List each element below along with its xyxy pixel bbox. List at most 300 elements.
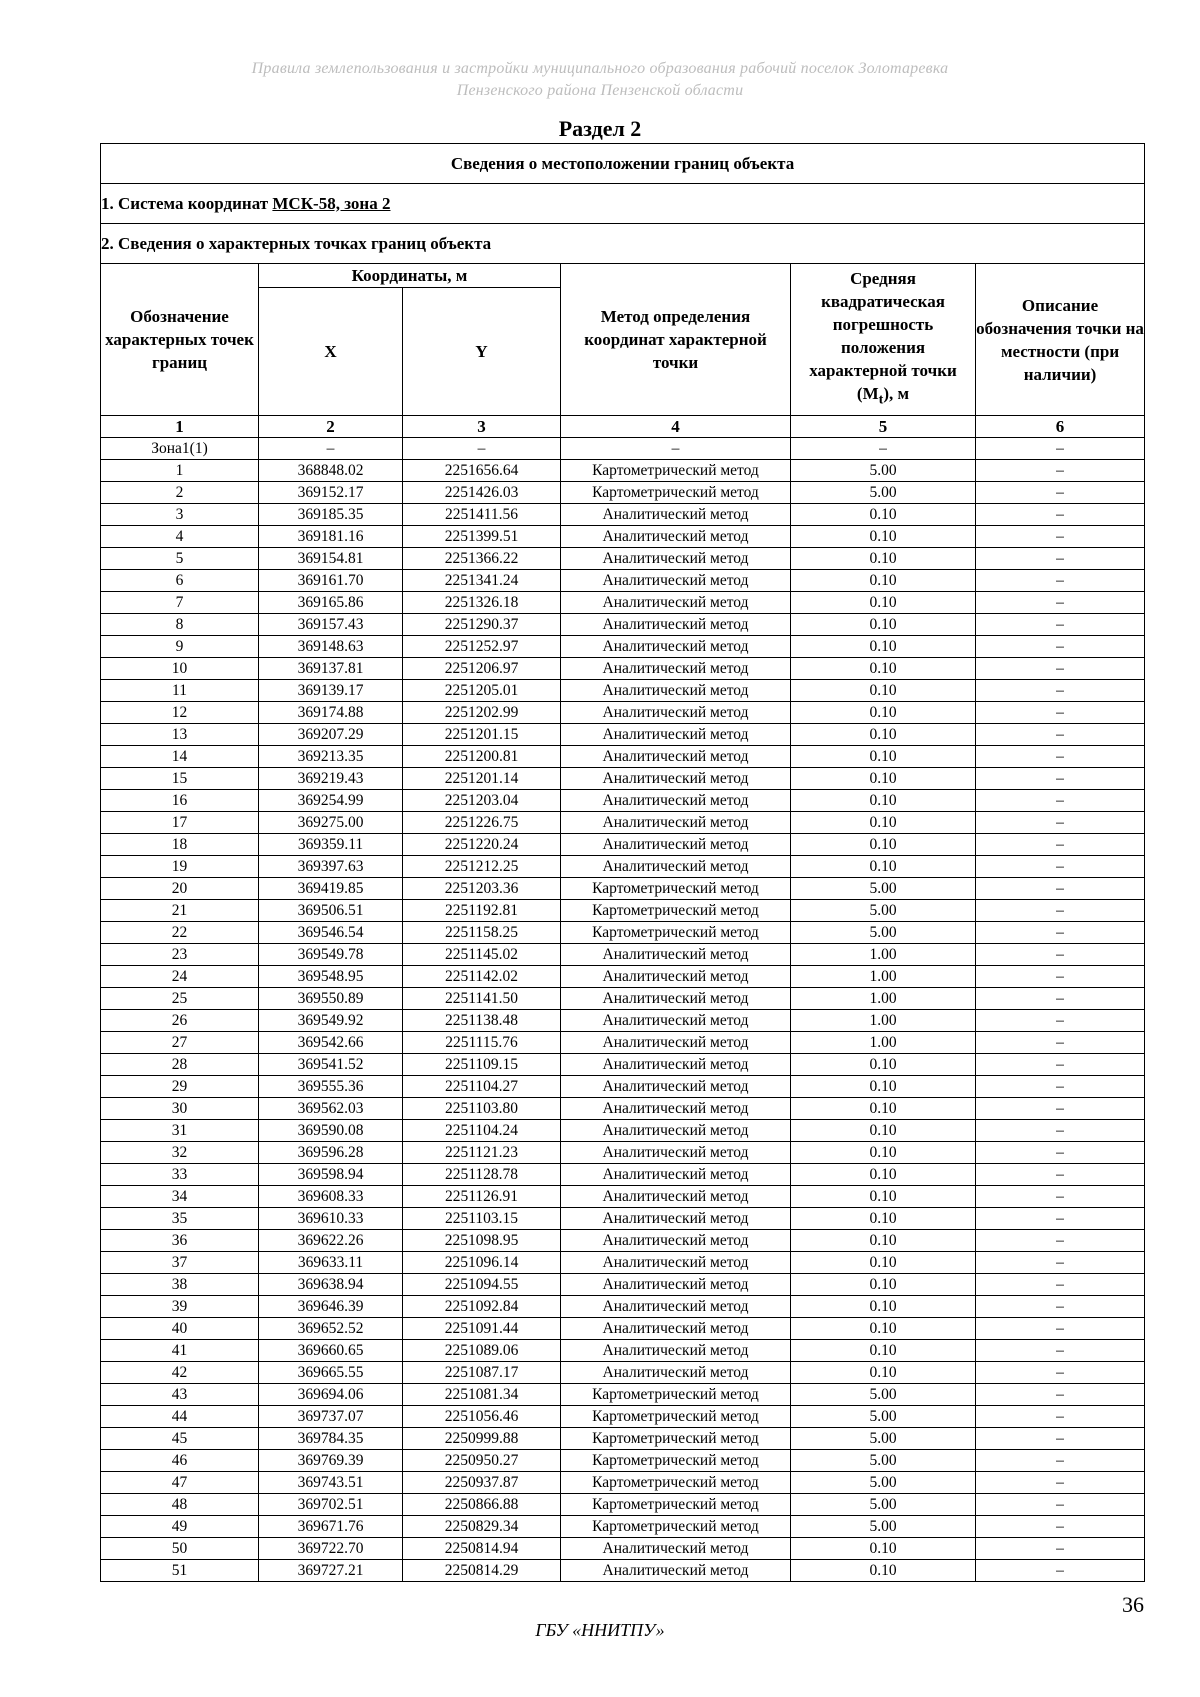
cell-mean-error: 0.10 (791, 1560, 976, 1582)
cell-point-id: 34 (101, 1186, 259, 1208)
cell-coord-y: 2251142.02 (403, 966, 561, 988)
cell-coord-x: 369769.39 (259, 1450, 403, 1472)
table-row (101, 1252, 1145, 1274)
table-row (101, 1076, 1145, 1098)
table-row (101, 988, 1145, 1010)
cell-method: Картометрический метод (561, 1516, 791, 1538)
cell-coord-x: 369633.11 (259, 1252, 403, 1274)
cell-coord-y: 2251094.55 (403, 1274, 561, 1296)
cell-coord-y: 2251203.36 (403, 878, 561, 900)
cell-mean-error: 5.00 (791, 482, 976, 504)
cell-mean-error: 0.10 (791, 1142, 976, 1164)
cell-mean-error: 0.10 (791, 790, 976, 812)
cell-method: Аналитический метод (561, 592, 791, 614)
cell-point-id: 39 (101, 1296, 259, 1318)
header-mean-error-text: Средняя квадратическая погрешность положения характерной точки (M (809, 269, 957, 404)
cell-mean-error: 0.10 (791, 526, 976, 548)
table-row (101, 1340, 1145, 1362)
cell-point-id: 47 (101, 1472, 259, 1494)
table-row (101, 856, 1145, 878)
cell-method: Аналитический метод (561, 614, 791, 636)
cell-coord-x: 369722.70 (259, 1538, 403, 1560)
cell-coord-x: 369590.08 (259, 1120, 403, 1142)
cell-coord-y: 2251326.18 (403, 592, 561, 614)
cell-coord-x: 369157.43 (259, 614, 403, 636)
cell-description: – (976, 460, 1145, 482)
cell-point-id: Зона1(1) (101, 438, 259, 460)
cell-method: Аналитический метод (561, 1274, 791, 1296)
cell-description: – (976, 1560, 1145, 1582)
table-row (101, 1406, 1145, 1428)
cell-point-id: 14 (101, 746, 259, 768)
cell-method: Аналитический метод (561, 1142, 791, 1164)
cell-mean-error: 0.10 (791, 1318, 976, 1340)
table-row (101, 966, 1145, 988)
cell-mean-error: 0.10 (791, 856, 976, 878)
cell-coord-y: 2250829.34 (403, 1516, 561, 1538)
table-row (101, 680, 1145, 702)
cell-method: Аналитический метод (561, 1010, 791, 1032)
boundary-points-table (100, 143, 1145, 1582)
cell-description: – (976, 966, 1145, 988)
table-row (101, 1098, 1145, 1120)
points-section-title: 2. Сведения о характерных точках границ объекта (101, 224, 1145, 264)
cell-coord-y: 2250866.88 (403, 1494, 561, 1516)
cell-point-id: 13 (101, 724, 259, 746)
cell-mean-error: 0.10 (791, 1076, 976, 1098)
table-row (101, 1362, 1145, 1384)
cell-coord-y: 2251252.97 (403, 636, 561, 658)
cell-coord-x: 369542.66 (259, 1032, 403, 1054)
cell-method: Аналитический метод (561, 1230, 791, 1252)
table-row (101, 1010, 1145, 1032)
cell-coord-y: 2251203.04 (403, 790, 561, 812)
table-row (101, 438, 1145, 460)
cell-mean-error: 5.00 (791, 1516, 976, 1538)
cell-coord-x: 369694.06 (259, 1384, 403, 1406)
header-mean-error-subscript: t (878, 391, 884, 408)
cell-mean-error: 0.10 (791, 614, 976, 636)
cell-mean-error: 0.10 (791, 570, 976, 592)
table-row (101, 900, 1145, 922)
cell-mean-error: 5.00 (791, 900, 976, 922)
cell-coord-x: 369419.85 (259, 878, 403, 900)
header-line-1: Правила землепользования и застройки муниципального образования рабочий поселок Золотаревка (251, 60, 949, 77)
cell-coord-y: 2251200.81 (403, 746, 561, 768)
cell-method: Аналитический метод (561, 1098, 791, 1120)
cell-mean-error: 1.00 (791, 966, 976, 988)
cell-method: Аналитический метод (561, 856, 791, 878)
cell-description: – (976, 1406, 1145, 1428)
cell-point-id: 9 (101, 636, 259, 658)
cell-mean-error: 0.10 (791, 812, 976, 834)
cell-method: Картометрический метод (561, 1384, 791, 1406)
cell-coord-y: 2251141.50 (403, 988, 561, 1010)
table-row (101, 614, 1145, 636)
cell-coord-x: 369154.81 (259, 548, 403, 570)
cell-coord-x: 369555.36 (259, 1076, 403, 1098)
table-row (101, 1054, 1145, 1076)
cell-description: – (976, 1450, 1145, 1472)
cell-point-id: 49 (101, 1516, 259, 1538)
cell-point-id: 45 (101, 1428, 259, 1450)
header-description: Описание обозначения точки на местности (при наличии) (976, 264, 1145, 416)
cell-description: – (976, 702, 1145, 724)
cell-coord-y: 2251128.78 (403, 1164, 561, 1186)
table-row (101, 504, 1145, 526)
cell-coord-x: 369181.16 (259, 526, 403, 548)
cell-coord-x: 369784.35 (259, 1428, 403, 1450)
cell-mean-error: 0.10 (791, 1164, 976, 1186)
cell-mean-error: 0.10 (791, 504, 976, 526)
cell-method: Аналитический метод (561, 1186, 791, 1208)
cell-coord-y: 2251091.44 (403, 1318, 561, 1340)
cell-coord-y: 2251205.01 (403, 680, 561, 702)
cell-mean-error: 1.00 (791, 1010, 976, 1032)
cell-description: – (976, 1252, 1145, 1274)
cell-point-id: 2 (101, 482, 259, 504)
cell-point-id: 21 (101, 900, 259, 922)
table-row (101, 1494, 1145, 1516)
cell-coord-x: 369737.07 (259, 1406, 403, 1428)
cell-coord-y: 2251202.99 (403, 702, 561, 724)
header-method: Метод определения координат характерной точки (561, 264, 791, 416)
cell-coord-y: 2251411.56 (403, 504, 561, 526)
table-row (101, 1274, 1145, 1296)
cell-mean-error: 5.00 (791, 922, 976, 944)
cell-point-id: 4 (101, 526, 259, 548)
cell-mean-error: 0.10 (791, 1538, 976, 1560)
document-footer: ГБУ «ННИТПУ» (535, 1620, 665, 1640)
cell-description: – (976, 1494, 1145, 1516)
cell-coord-x: 369213.35 (259, 746, 403, 768)
cell-mean-error: 0.10 (791, 636, 976, 658)
cell-coord-y: 2251109.15 (403, 1054, 561, 1076)
cell-description: – (976, 1340, 1145, 1362)
cell-coord-x: 369139.17 (259, 680, 403, 702)
cell-mean-error: 0.10 (791, 746, 976, 768)
cell-coord-x: 369359.11 (259, 834, 403, 856)
cell-description: – (976, 1318, 1145, 1340)
cell-method: Картометрический метод (561, 1472, 791, 1494)
cell-coord-y: 2251206.97 (403, 658, 561, 680)
cell-coord-x: 369546.54 (259, 922, 403, 944)
header-coordinates: Координаты, м (259, 264, 561, 288)
cell-point-id: 20 (101, 878, 259, 900)
cell-method: Аналитический метод (561, 768, 791, 790)
cell-coord-y: 2251201.15 (403, 724, 561, 746)
cell-coord-x: 369743.51 (259, 1472, 403, 1494)
cell-coord-x: 369161.70 (259, 570, 403, 592)
table-row (101, 570, 1145, 592)
cell-coord-y: 2251096.14 (403, 1252, 561, 1274)
cell-method: Аналитический метод (561, 1318, 791, 1340)
cell-mean-error: 0.10 (791, 1274, 976, 1296)
cell-point-id: 33 (101, 1164, 259, 1186)
cell-mean-error: 0.10 (791, 1362, 976, 1384)
cell-point-id: 18 (101, 834, 259, 856)
cell-description: – (976, 1538, 1145, 1560)
cell-coord-x: 369562.03 (259, 1098, 403, 1120)
cell-mean-error: 0.10 (791, 680, 976, 702)
cell-coord-y: 2251366.22 (403, 548, 561, 570)
cell-mean-error: 5.00 (791, 1450, 976, 1472)
cell-coord-y: 2251656.64 (403, 460, 561, 482)
cell-mean-error: 1.00 (791, 944, 976, 966)
cell-coord-x: 369506.51 (259, 900, 403, 922)
cell-method: Аналитический метод (561, 724, 791, 746)
cell-method: Аналитический метод (561, 1164, 791, 1186)
cell-description: – (976, 812, 1145, 834)
cell-point-id: 36 (101, 1230, 259, 1252)
cell-coord-y: 2251341.24 (403, 570, 561, 592)
table-row (101, 944, 1145, 966)
cell-point-id: 22 (101, 922, 259, 944)
cell-method: Аналитический метод (561, 1120, 791, 1142)
cell-description: – (976, 548, 1145, 570)
cell-method: Аналитический метод (561, 526, 791, 548)
cell-description: – (976, 1098, 1145, 1120)
cell-coord-x: 369174.88 (259, 702, 403, 724)
cell-description: – (976, 1230, 1145, 1252)
table-row (101, 592, 1145, 614)
cell-method: Аналитический метод (561, 504, 791, 526)
table-row (101, 1318, 1145, 1340)
cell-description: – (976, 878, 1145, 900)
cell-description: – (976, 614, 1145, 636)
table-row (101, 1384, 1145, 1406)
cell-method: Аналитический метод (561, 1340, 791, 1362)
cell-point-id: 3 (101, 504, 259, 526)
cell-coord-x: 369622.26 (259, 1230, 403, 1252)
cell-description: – (976, 834, 1145, 856)
cell-mean-error: 0.10 (791, 724, 976, 746)
cell-mean-error: 5.00 (791, 1406, 976, 1428)
cell-point-id: 26 (101, 1010, 259, 1032)
cell-description: – (976, 1428, 1145, 1450)
cell-point-id: 7 (101, 592, 259, 614)
cell-method: Аналитический метод (561, 636, 791, 658)
table-row (101, 768, 1145, 790)
column-number: 5 (791, 416, 976, 438)
cell-point-id: 38 (101, 1274, 259, 1296)
cell-coord-x: 369652.52 (259, 1318, 403, 1340)
cell-point-id: 16 (101, 790, 259, 812)
table-row (101, 1428, 1145, 1450)
cell-description: – (976, 526, 1145, 548)
cell-mean-error: 0.10 (791, 702, 976, 724)
cell-description: – (976, 900, 1145, 922)
cell-method: Картометрический метод (561, 460, 791, 482)
cell-mean-error: 5.00 (791, 1472, 976, 1494)
cell-coord-x: 369671.76 (259, 1516, 403, 1538)
cell-description: – (976, 592, 1145, 614)
page-number: 36 (1122, 1592, 1144, 1617)
table-row (101, 1208, 1145, 1230)
table-row (101, 482, 1145, 504)
cell-description: – (976, 1120, 1145, 1142)
cell-mean-error: 0.10 (791, 1120, 976, 1142)
cell-point-id: 42 (101, 1362, 259, 1384)
cell-description: – (976, 790, 1145, 812)
cell-description: – (976, 856, 1145, 878)
cell-coord-x: – (259, 438, 403, 460)
table-row (101, 790, 1145, 812)
cell-coord-y: 2250937.87 (403, 1472, 561, 1494)
table-row (101, 1296, 1145, 1318)
table-row (101, 658, 1145, 680)
cell-coord-y: 2251290.37 (403, 614, 561, 636)
cell-coord-x: 369219.43 (259, 768, 403, 790)
cell-point-id: 43 (101, 1384, 259, 1406)
cell-coord-x: 369608.33 (259, 1186, 403, 1208)
cell-point-id: 32 (101, 1142, 259, 1164)
table-row (101, 746, 1145, 768)
cell-method: Аналитический метод (561, 988, 791, 1010)
cell-coord-y: 2251145.02 (403, 944, 561, 966)
cell-description: – (976, 658, 1145, 680)
column-number: 1 (101, 416, 259, 438)
cell-coord-x: 369152.17 (259, 482, 403, 504)
column-number: 4 (561, 416, 791, 438)
cell-method: Аналитический метод (561, 1054, 791, 1076)
cell-coord-y: 2251098.95 (403, 1230, 561, 1252)
cell-coord-x: 369207.29 (259, 724, 403, 746)
cell-coord-y: 2250814.94 (403, 1538, 561, 1560)
cell-mean-error: 1.00 (791, 988, 976, 1010)
cell-point-id: 6 (101, 570, 259, 592)
cell-coord-x: 369397.63 (259, 856, 403, 878)
cell-mean-error: 0.10 (791, 1296, 976, 1318)
cell-point-id: 50 (101, 1538, 259, 1560)
cell-coord-y: 2251103.80 (403, 1098, 561, 1120)
cell-coord-x: 369275.00 (259, 812, 403, 834)
cell-coord-x: 369549.78 (259, 944, 403, 966)
cell-coord-y: 2251115.76 (403, 1032, 561, 1054)
cell-method: Картометрический метод (561, 878, 791, 900)
cell-coord-x: 369598.94 (259, 1164, 403, 1186)
cell-mean-error: 5.00 (791, 1428, 976, 1450)
cell-coord-y: 2251126.91 (403, 1186, 561, 1208)
cell-method: Аналитический метод (561, 746, 791, 768)
cell-mean-error: 5.00 (791, 1384, 976, 1406)
cell-description: – (976, 724, 1145, 746)
cell-coord-y: 2251104.24 (403, 1120, 561, 1142)
cell-description: – (976, 1362, 1145, 1384)
header-point-designation: Обозначение характерных точек границ (101, 264, 259, 416)
cell-coord-y: 2251201.14 (403, 768, 561, 790)
cell-method: Аналитический метод (561, 834, 791, 856)
cell-mean-error: 0.10 (791, 768, 976, 790)
cell-mean-error: 5.00 (791, 878, 976, 900)
cell-coord-x: 369137.81 (259, 658, 403, 680)
header-mean-error (791, 264, 976, 416)
cell-description: – (976, 680, 1145, 702)
cell-description: – (976, 988, 1145, 1010)
cell-coord-y: 2251104.27 (403, 1076, 561, 1098)
cell-mean-error: 0.10 (791, 1230, 976, 1252)
cell-point-id: 23 (101, 944, 259, 966)
table-row (101, 1230, 1145, 1252)
cell-point-id: 8 (101, 614, 259, 636)
cell-description: – (976, 1054, 1145, 1076)
cell-description: – (976, 922, 1145, 944)
table-row (101, 1450, 1145, 1472)
table-row (101, 724, 1145, 746)
cell-coord-y: 2251220.24 (403, 834, 561, 856)
cell-description: – (976, 438, 1145, 460)
cell-method: Аналитический метод (561, 680, 791, 702)
cell-method: Аналитический метод (561, 1560, 791, 1582)
cell-mean-error: 5.00 (791, 1494, 976, 1516)
cell-coord-x: 369148.63 (259, 636, 403, 658)
cell-method: Аналитический метод (561, 1076, 791, 1098)
cell-coord-x: 369165.86 (259, 592, 403, 614)
cell-description: – (976, 1384, 1145, 1406)
header-mean-error-unit: ), м (883, 384, 910, 404)
table-row (101, 1516, 1145, 1538)
cell-coord-y: 2250814.29 (403, 1560, 561, 1582)
coordinate-system-label: 1. Система координат (101, 193, 273, 213)
cell-description: – (976, 1032, 1145, 1054)
cell-method: Картометрический метод (561, 482, 791, 504)
cell-coord-y: 2251103.15 (403, 1208, 561, 1230)
cell-description: – (976, 746, 1145, 768)
cell-coord-x: 369702.51 (259, 1494, 403, 1516)
cell-mean-error: 0.10 (791, 592, 976, 614)
table-row (101, 1142, 1145, 1164)
cell-mean-error: 1.00 (791, 1032, 976, 1054)
cell-coord-x: 369549.92 (259, 1010, 403, 1032)
cell-description: – (976, 636, 1145, 658)
table-row (101, 834, 1145, 856)
cell-coord-y: 2251158.25 (403, 922, 561, 944)
cell-coord-x: 369727.21 (259, 1560, 403, 1582)
column-number: 6 (976, 416, 1145, 438)
cell-method: Аналитический метод (561, 790, 791, 812)
cell-mean-error: 0.10 (791, 1186, 976, 1208)
cell-point-id: 19 (101, 856, 259, 878)
cell-point-id: 51 (101, 1560, 259, 1582)
cell-mean-error: – (791, 438, 976, 460)
cell-description: – (976, 768, 1145, 790)
cell-coord-x: 369665.55 (259, 1362, 403, 1384)
cell-point-id: 37 (101, 1252, 259, 1274)
document-header (0, 58, 1200, 102)
cell-method: Картометрический метод (561, 1494, 791, 1516)
cell-method: Аналитический метод (561, 944, 791, 966)
cell-description: – (976, 1010, 1145, 1032)
cell-coord-x: 368848.02 (259, 460, 403, 482)
cell-point-id: 44 (101, 1406, 259, 1428)
coordinate-system-value: МСК-58, зона 2 (272, 193, 391, 213)
cell-mean-error: 0.10 (791, 1340, 976, 1362)
cell-coord-y: 2251426.03 (403, 482, 561, 504)
cell-coord-x: 369638.94 (259, 1274, 403, 1296)
cell-point-id: 48 (101, 1494, 259, 1516)
cell-coord-y: 2251399.51 (403, 526, 561, 548)
cell-point-id: 15 (101, 768, 259, 790)
table-row (101, 1472, 1145, 1494)
cell-method: Аналитический метод (561, 1252, 791, 1274)
cell-method: Аналитический метод (561, 812, 791, 834)
cell-coord-x: 369646.39 (259, 1296, 403, 1318)
cell-method: Аналитический метод (561, 1538, 791, 1560)
header-y: Y (403, 288, 561, 416)
cell-coord-x: 369550.89 (259, 988, 403, 1010)
header-line-2: Пензенского района Пензенской области (456, 82, 744, 99)
cell-mean-error: 0.10 (791, 548, 976, 570)
